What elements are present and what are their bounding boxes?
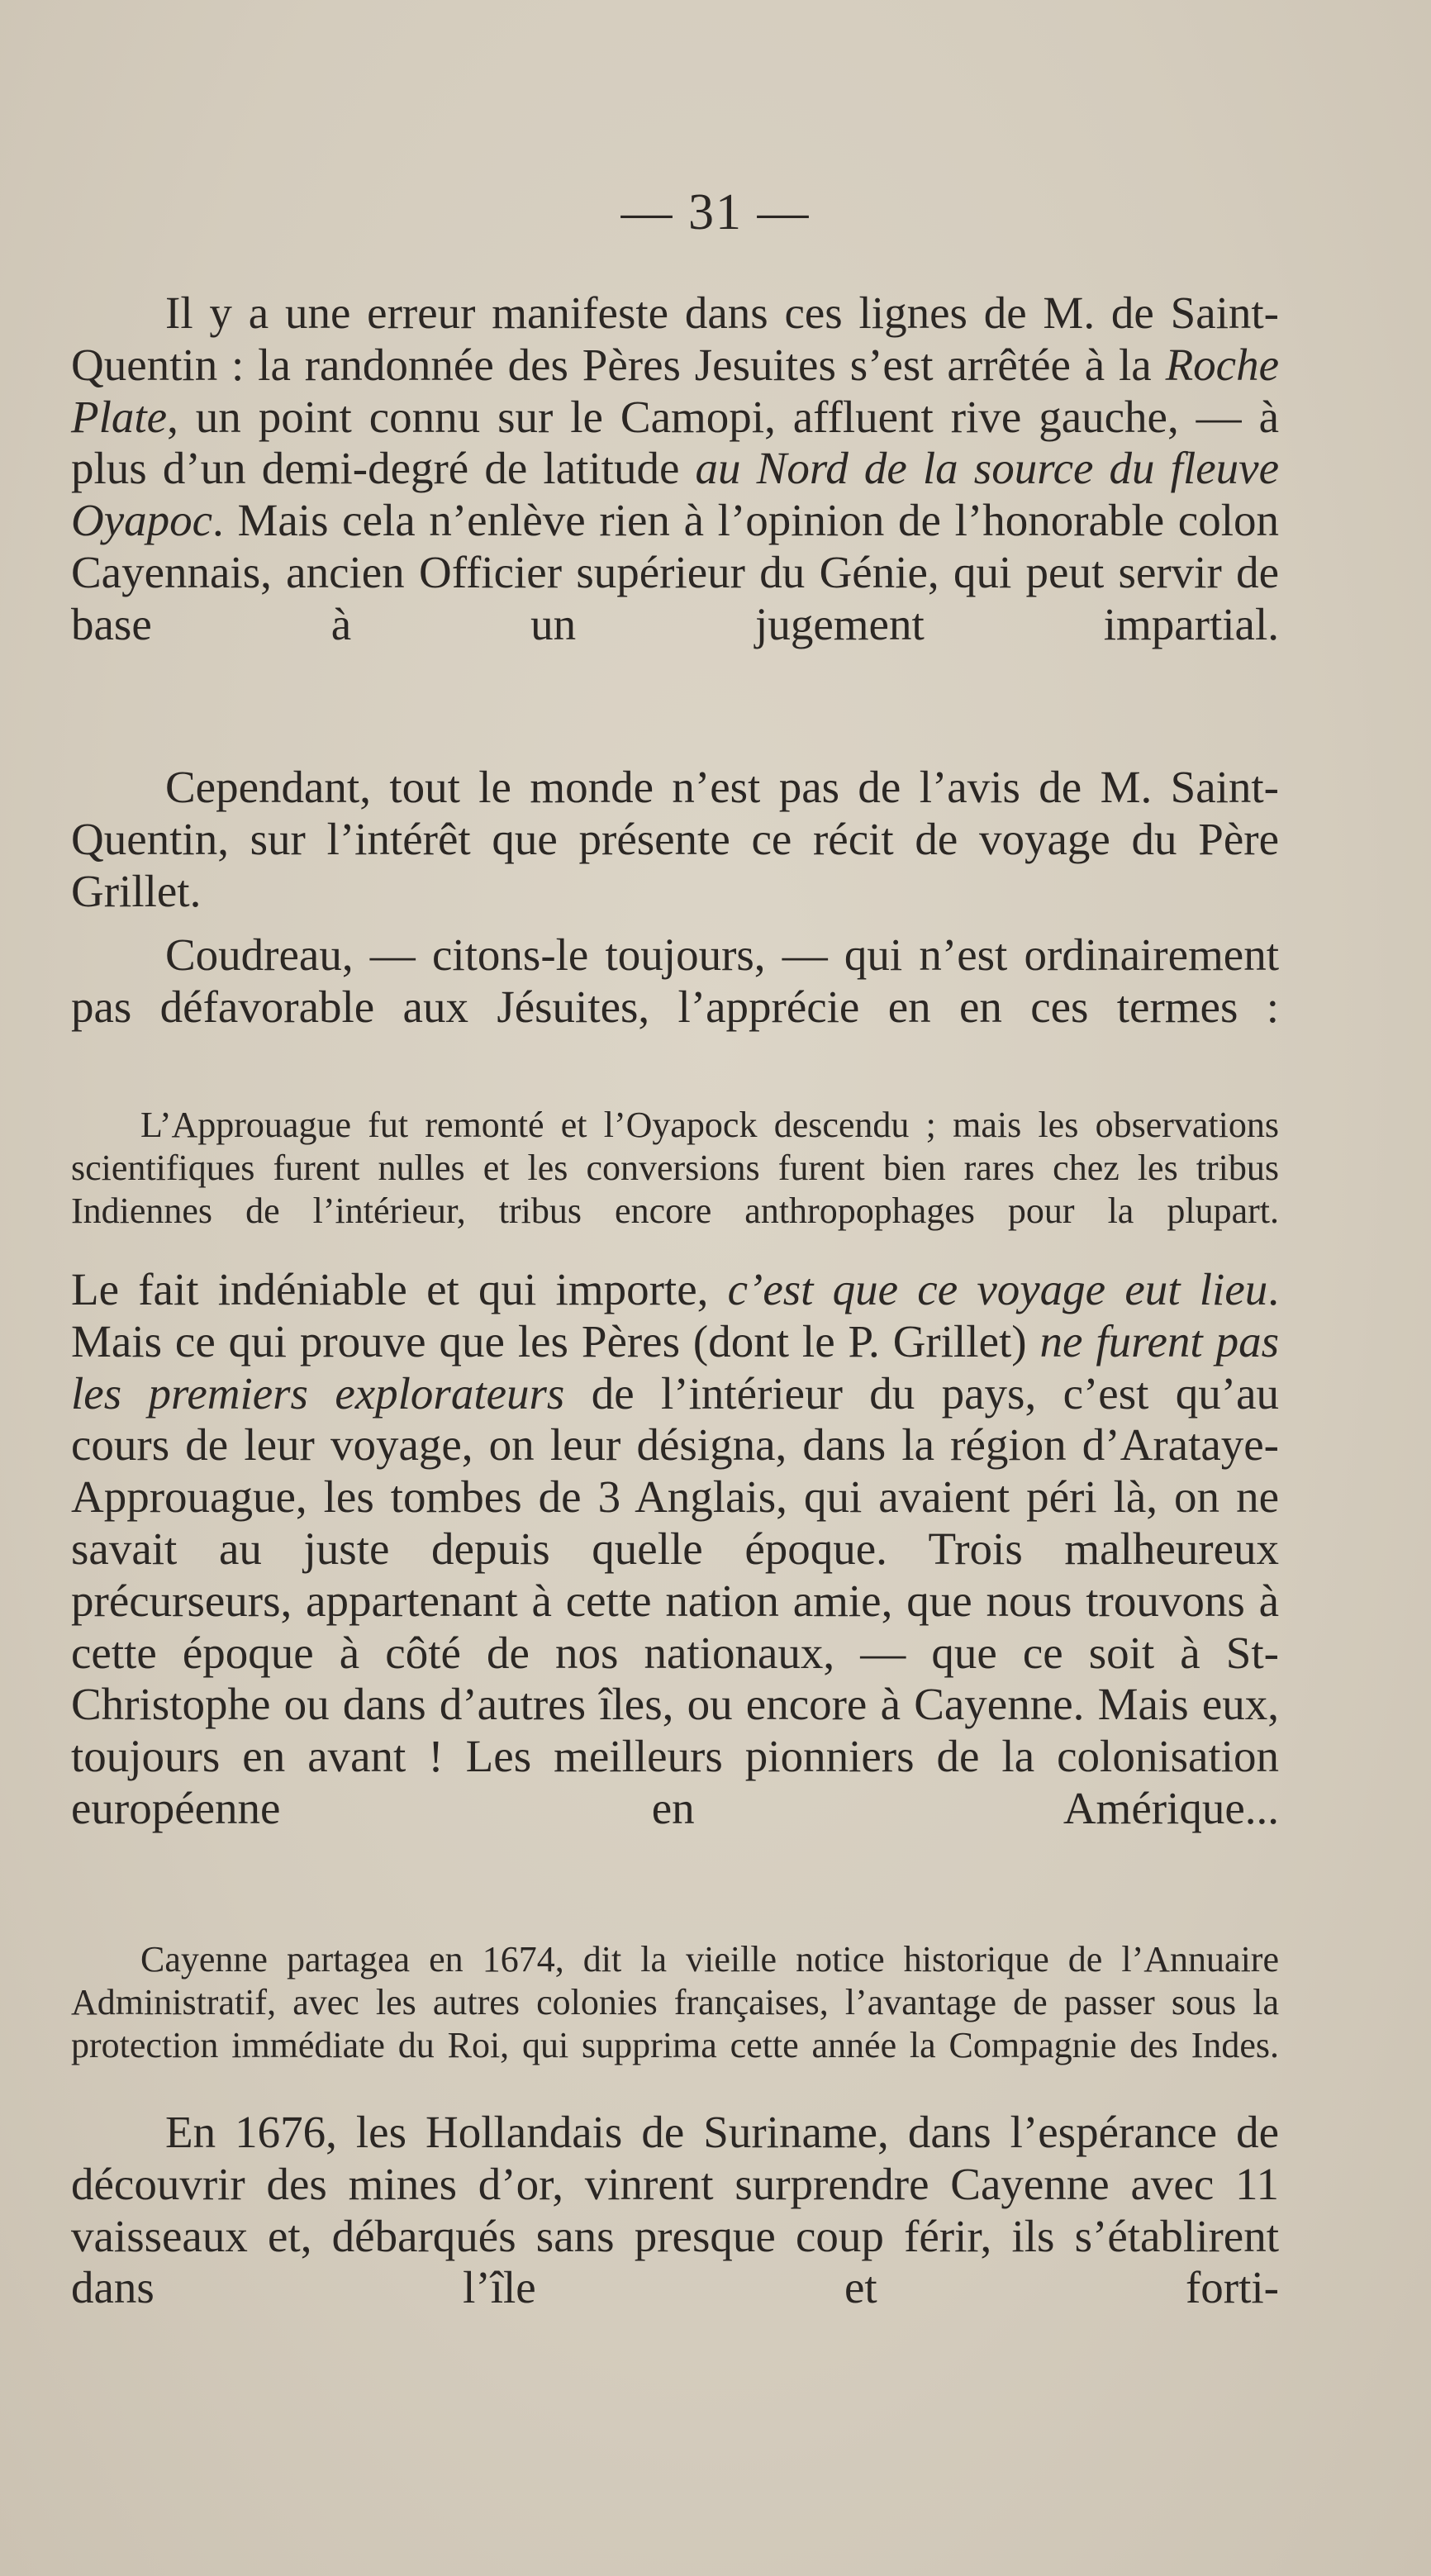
p4-seg-2: . Mais ce qui prouve que les Pères (dont le P. Grillet) <box>71 1264 1279 1366</box>
p4-seg-4: de l’intérieur du pays, c’est qu’au cours de leur voyage, on leur désigna, dans la région d’Arataye-Approuague, les tombes de 3 Anglais, qui avaient péri là, on ne savait au juste depuis quelle époque. Trois malheureux précurseurs, appartenant à cette nation amie, que nous trouvons à cette époque à côté de nos nationaux, — que ce soit à St-Christophe ou dans d’autres îles, ou encore à Cayenne. Mais eux, toujours en avant ! Les meilleurs pionniers de la colonisation européenne en Amérique... <box>71 1367 1279 1833</box>
p3-seg-0: Coudreau, — citons-le toujours, — qui n’est ordinairement pas défavorable aux Jésuites, l’apprécie en en ces termes : <box>71 929 1279 1032</box>
paragraph-3 <box>71 929 1279 1034</box>
paragraph-2 <box>71 762 1279 917</box>
p4-seg-3: ne furent pas les premiers explorateurs <box>71 1315 1279 1419</box>
p1-seg-2: , un point connu sur le Camopi, affluent rive gauche, — à plus d’un demi-degré de latitude <box>71 391 1279 494</box>
p1-seg-4: . Mais cela n’enlève rien à l’opinion de l’honorable colon Cayennais, ancien Officier supérieur du Génie, qui peut servir de base à un jugement impartial. <box>71 495 1279 649</box>
quote-1 <box>71 1104 1279 1233</box>
page-number: — 31 — <box>620 184 811 240</box>
quote-2 <box>71 1938 1279 2067</box>
q1-seg-0: L’Approuague fut remonté et l’Oyapock descendu ; mais les observations scientifiques furent nulles et les conversions furent bien rares chez les tribus Indiennes de l’intérieur, tribus encore anthropophages pour la plupart. <box>71 1105 1279 1231</box>
p1-seg-3: au Nord de la source du fleuve Oyapoc <box>71 443 1279 546</box>
paragraph-1 <box>71 288 1279 651</box>
p1-seg-0: Il y a une erreur manifeste dans ces lignes de M. de Saint-Quentin : la randonnée des Pères Jesuites s’est arrêtée à la <box>71 288 1279 390</box>
p4-seg-0: Le fait indéniable et qui importe, <box>71 1264 728 1314</box>
p1-seg-1: Roche Plate <box>71 339 1279 442</box>
p4-seg-1: c’est que ce voyage eut lieu <box>727 1264 1268 1314</box>
p2-seg-0: Cependant, tout le monde n’est pas de l’avis de M. Saint-Quentin, sur l’intérêt que présente ce récit de voyage du Père Grillet. <box>71 762 1279 916</box>
paragraph-4 <box>71 1264 1279 1835</box>
paragraph-5 <box>71 2107 1279 2314</box>
p5-seg-0: En 1676, les Hollandais de Suriname, dans l’espérance de découvrir des mines d’or, vinrent surprendre Cayenne avec 11 vaisseaux et, débarqués sans presque coup férir, ils s’établirent dans l’île et forti- <box>71 2107 1279 2313</box>
q2-seg-0: Cayenne partagea en 1674, dit la vieille notice historique de l’Annuaire Administratif, avec les autres colonies françaises, l’avantage de passer sous la protection immédiate du Roi, qui supprima cette année la Compagnie des Indes. <box>71 1939 1279 2065</box>
